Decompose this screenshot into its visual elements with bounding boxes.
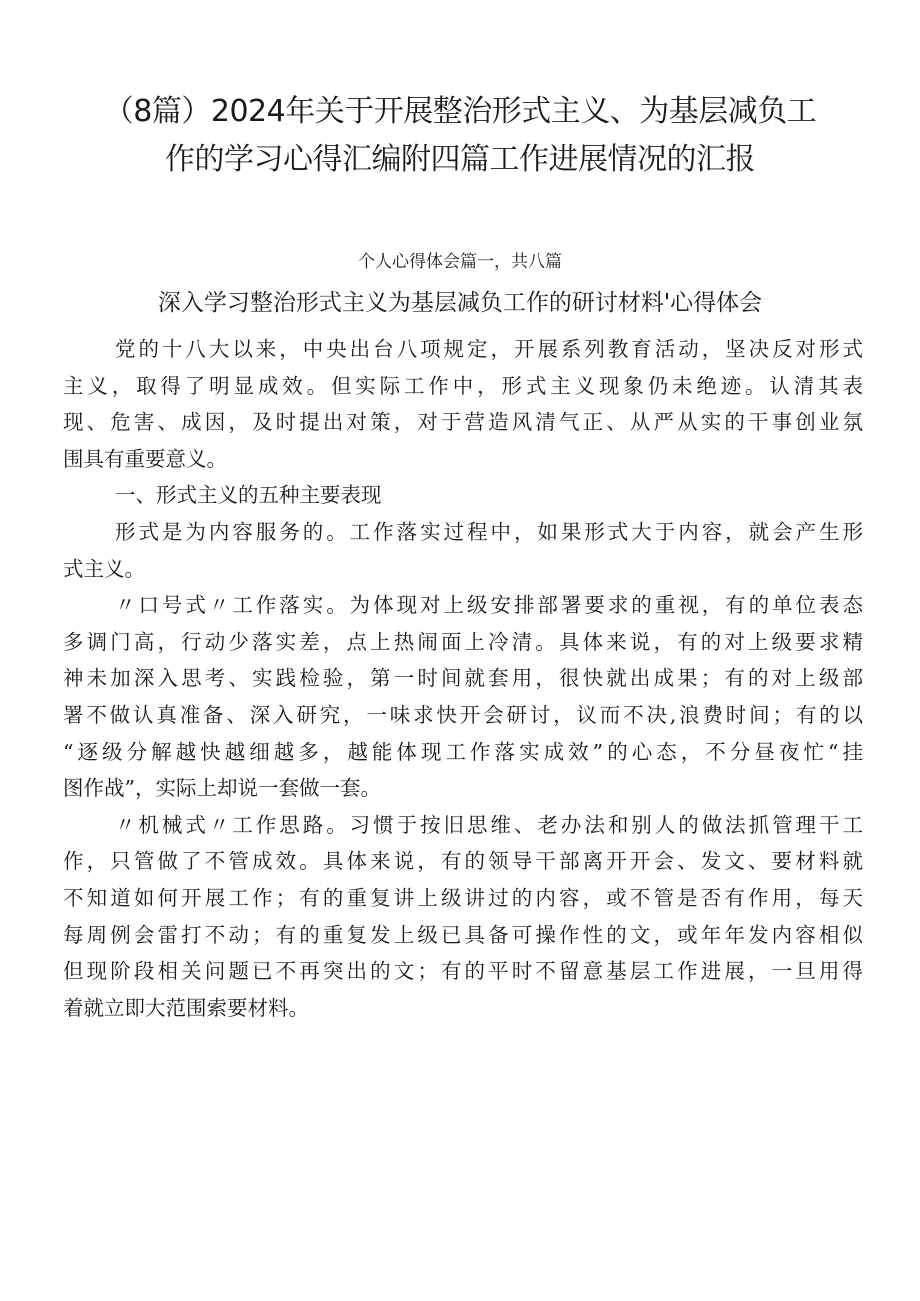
paragraph-slogan-style <box>63 587 863 807</box>
paragraph-line: 形式是为内容服务的。工作落实过程中，如果形式大于内容，就会产生形 <box>115 519 863 544</box>
document-title-line-1: （8篇）2024年关于开展整治形式主义、为基层减负工 <box>103 94 817 129</box>
paragraph-intro <box>63 331 863 477</box>
paragraph-line: 式主义。 <box>63 556 145 581</box>
paragraph-line: 主义，取得了明显成效。但实际工作中，形式主义现象仍未绝迹。认清其表 <box>63 373 863 398</box>
paragraph-line: 〃口号式〃工作落实。为体现对上级安排部署要求的重视，有的单位表态 <box>115 593 863 618</box>
paragraph-line: 不知道如何开展工作；有的重复讲上级讲过的内容，或不管是否有作用，每天 <box>63 885 863 910</box>
section-heading: 深入学习整治形式主义为基层减负工作的研讨材料'心得体会 <box>157 290 763 316</box>
paragraph-line: 署不做认真准备、深入研究，一味求快开会研讨，议而不决,浪费时间；有的以 <box>63 702 863 727</box>
paragraph-line: 党的十八大以来，中央出台八项规定，开展系列教育活动，坚决反对形式 <box>115 337 863 361</box>
paragraph-line: “逐级分解越快越细越多，越能体现工作落实成效”的心态，不分昼夜忙“挂 <box>63 739 863 764</box>
paragraph-line: 围具有重要意义。 <box>63 446 227 471</box>
paragraph-line: 〃机械式〃工作思路。习惯于按旧思维、老办法和别人的做法抓管理干工 <box>115 812 863 837</box>
document-subtitle: 个人心得体会篇一，共八篇 <box>358 252 562 272</box>
paragraph-line: 作，只管做了不管成效。具体来说，有的领导干部离开开会、发文、要材料就 <box>63 849 863 874</box>
paragraph-line: 图作战”，实际上却说一套做一套。 <box>63 776 381 801</box>
paragraph-line: 现、危害、成因，及时提出对策，对于营造风清气正、从严从实的干事创业氛 <box>63 410 863 435</box>
paragraph-mechanical-style <box>63 807 863 1027</box>
subheading-five-manifestations <box>63 477 863 514</box>
document-title <box>60 88 860 184</box>
paragraph-line: 神未加深入思考、实践检验，第一时间就套用，很快就出成果；有的对上级部 <box>63 666 863 691</box>
paragraph-line: 着就立即大范围索要材料。 <box>63 995 309 1020</box>
paragraph-form-and-content <box>63 514 863 587</box>
document-title-line-2: 作的学习心得汇编附四篇工作进展情况的汇报 <box>165 142 755 177</box>
paragraph-line: 一、形式主义的五种主要表现 <box>115 483 382 508</box>
paragraph-line: 多调门高，行动少落实差，点上热闹面上冷清。具体来说，有的对上级要求精 <box>63 629 863 654</box>
document-body <box>63 331 863 1026</box>
paragraph-line: 每周例会雷打不动；有的重复发上级已具备可操作性的文，或年年发内容相似 <box>63 922 863 947</box>
paragraph-line: 但现阶段相关问题已不再突出的文；有的平时不留意基层工作进展，一旦用得 <box>63 959 863 984</box>
